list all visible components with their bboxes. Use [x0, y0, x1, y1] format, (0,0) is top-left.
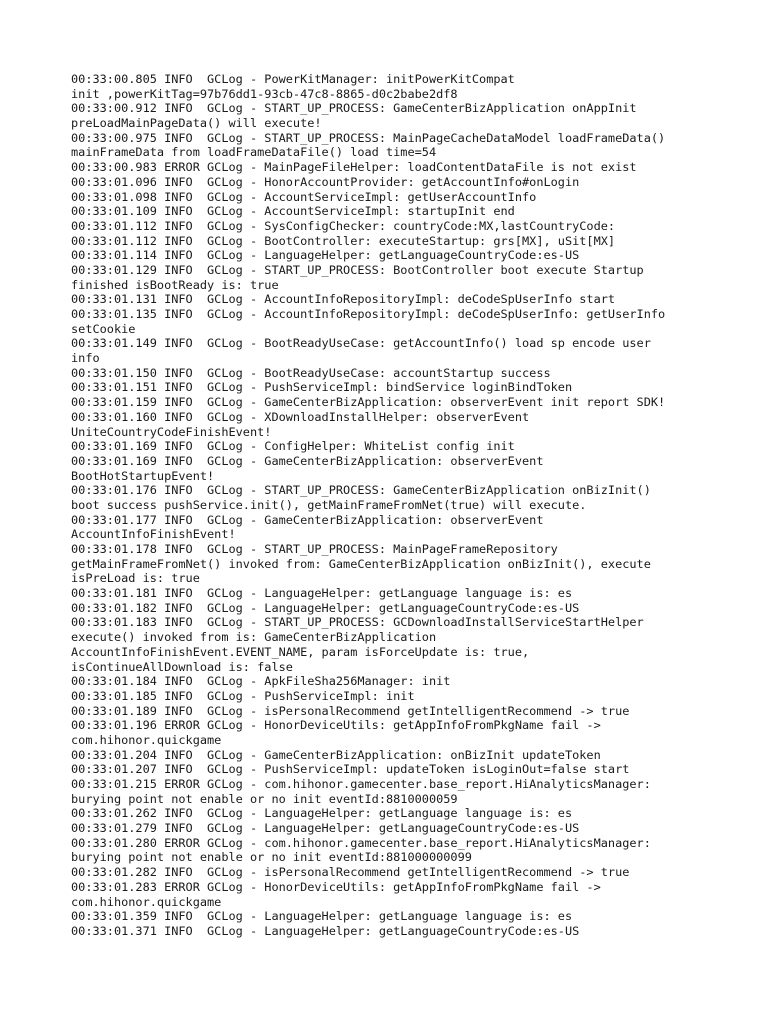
log-line: getMainFrameFromNet() invoked from: GameCenterBizApplication onBizInit(), execute [71, 556, 651, 571]
log-line: 00:33:00.912 INFO GCLog - START_UP_PROCESS: GameCenterBizApplication onAppInit [71, 101, 637, 116]
log-line: AccountInfoFinishEvent.EVENT_NAME, param isForceUpdate is: true, [71, 644, 530, 659]
log-line: burying point not enable or no init eventId:881000000099 [71, 850, 472, 865]
log-line: 00:33:01.196 ERROR GCLog - HonorDeviceUtils: getAppInfoFromPkgName fail -> [71, 718, 601, 733]
log-line: 00:33:01.151 INFO GCLog - PushServiceImpl: bindService loginBindToken [71, 380, 573, 395]
log-line: 00:33:00.975 INFO GCLog - START_UP_PROCESS: MainPageCacheDataModel loadFrameData() [71, 130, 666, 145]
log-line: com.hihonor.quickgame [71, 894, 222, 909]
log-line: 00:33:01.114 INFO GCLog - LanguageHelper: getLanguageCountryCode:es-US [71, 248, 580, 263]
log-line: 00:33:01.185 INFO GCLog - PushServiceImpl: init [71, 688, 415, 703]
log-line: init ,powerKitTag=97b76dd1-93cb-47c8-8865-d0c2babe2df8 [71, 86, 458, 101]
log-line: AccountInfoFinishEvent! [71, 527, 236, 542]
log-line: 00:33:01.149 INFO GCLog - BootReadyUseCase: getAccountInfo() load sp encode user [71, 336, 651, 351]
log-line: info [71, 351, 100, 366]
log-line: 00:33:01.096 INFO GCLog - HonorAccountProvider: getAccountInfo#onLogin [71, 174, 580, 189]
log-line: isPreLoad is: true [71, 571, 200, 586]
log-line: 00:33:01.098 INFO GCLog - AccountServiceImpl: getUserAccountInfo [71, 189, 537, 204]
log-line: 00:33:01.177 INFO GCLog - GameCenterBizApplication: observerEvent [71, 512, 544, 527]
log-line: 00:33:01.159 INFO GCLog - GameCenterBizApplication: observerEvent init report SDK! [71, 395, 666, 410]
log-line: 00:33:01.135 INFO GCLog - AccountInfoRepositoryImpl: deCodeSpUserInfo: getUserInfo [71, 307, 666, 321]
log-line: 00:33:01.181 INFO GCLog - LanguageHelper: getLanguage language is: es [71, 586, 573, 601]
log-line: 00:33:01.215 ERROR GCLog - com.hihonor.gamecenter.base_report.HiAnalyticsManager: [71, 777, 651, 791]
log-line: BootHotStartupEvent! [71, 468, 215, 483]
log-line: burying point not enable or no init eventId:8810000059 [71, 791, 458, 806]
log-line: 00:33:01.371 INFO GCLog - LanguageHelper: getLanguageCountryCode:es-US [71, 923, 580, 938]
log-line: 00:33:01.178 INFO GCLog - START_UP_PROCESS: MainPageFrameRepository [71, 542, 558, 556]
log-line: mainFrameData from loadFrameDataFile() load time=54 [71, 145, 437, 160]
log-line: 00:33:01.189 INFO GCLog - isPersonalRecommend getIntelligentRecommend -> true [71, 703, 630, 718]
log-line: 00:33:01.112 INFO GCLog - SysConfigChecker: countryCode:MX,lastCountryCode: [71, 218, 616, 233]
log-line: execute() invoked from is: GameCenterBizApplication [71, 630, 437, 645]
log-line: 00:33:01.169 INFO GCLog - ConfigHelper: WhiteList config init [71, 439, 515, 454]
log-line: 00:33:01.112 INFO GCLog - BootController: executeStartup: grs[MX], uSit[MX] [71, 233, 616, 248]
log-text-block [71, 72, 711, 939]
log-line: 00:33:01.169 INFO GCLog - GameCenterBizApplication: observerEvent [71, 453, 544, 468]
log-line: isContinueAllDownload is: false [71, 659, 293, 674]
log-line: 00:33:01.283 ERROR GCLog - HonorDeviceUtils: getAppInfoFromPkgName fail -> [71, 879, 601, 894]
log-line: 00:33:01.183 INFO GCLog - START_UP_PROCESS: GCDownloadInstallServiceStartHelper [71, 615, 644, 630]
log-line: setCookie [71, 321, 136, 336]
log-line: UniteCountryCodeFinishEvent! [71, 424, 272, 439]
log-line: 00:33:00.983 ERROR GCLog - MainPageFileHelper: loadContentDataFile is not exist [71, 160, 637, 175]
log-line: boot success pushService.init(), getMainFrameFromNet(true) will execute. [71, 497, 587, 512]
log-line: 00:33:01.282 INFO GCLog - isPersonalRecommend getIntelligentRecommend -> true [71, 865, 630, 880]
log-line: 00:33:01.359 INFO GCLog - LanguageHelper: getLanguage language is: es [71, 909, 573, 924]
log-line: 00:33:01.204 INFO GCLog - GameCenterBizApplication: onBizInit updateToken [71, 747, 601, 762]
log-line: 00:33:01.182 INFO GCLog - LanguageHelper: getLanguageCountryCode:es-US [71, 600, 580, 615]
log-line: 00:33:00.805 INFO GCLog - PowerKitManager: initPowerKitCompat [71, 72, 515, 86]
log-line: 00:33:01.262 INFO GCLog - LanguageHelper: getLanguage language is: es [71, 806, 573, 821]
log-line: com.hihonor.quickgame [71, 732, 222, 747]
log-line: preLoadMainPageData() will execute! [71, 116, 322, 131]
log-line: 00:33:01.280 ERROR GCLog - com.hihonor.gamecenter.base_report.HiAnalyticsManager: [71, 835, 651, 850]
log-line: 00:33:01.279 INFO GCLog - LanguageHelper: getLanguageCountryCode:es-US [71, 821, 580, 836]
log-line: 00:33:01.150 INFO GCLog - BootReadyUseCase: accountStartup success [71, 365, 551, 380]
log-line: 00:33:01.129 INFO GCLog - START_UP_PROCESS: BootController boot execute Startup [71, 262, 644, 277]
log-line: 00:33:01.109 INFO GCLog - AccountServiceImpl: startupInit end [71, 204, 515, 219]
log-line: 00:33:01.176 INFO GCLog - START_UP_PROCESS: GameCenterBizApplication onBizInit() [71, 483, 651, 498]
log-line: 00:33:01.160 INFO GCLog - XDownloadInstallHelper: observerEvent [71, 409, 530, 424]
log-line: 00:33:01.184 INFO GCLog - ApkFileSha256Manager: init [71, 674, 451, 689]
log-line: 00:33:01.207 INFO GCLog - PushServiceImpl: updateToken isLoginOut=false start [71, 762, 630, 777]
log-line: 00:33:01.131 INFO GCLog - AccountInfoRepositoryImpl: deCodeSpUserInfo start [71, 292, 616, 307]
log-line: finished isBootReady is: true [71, 277, 279, 292]
